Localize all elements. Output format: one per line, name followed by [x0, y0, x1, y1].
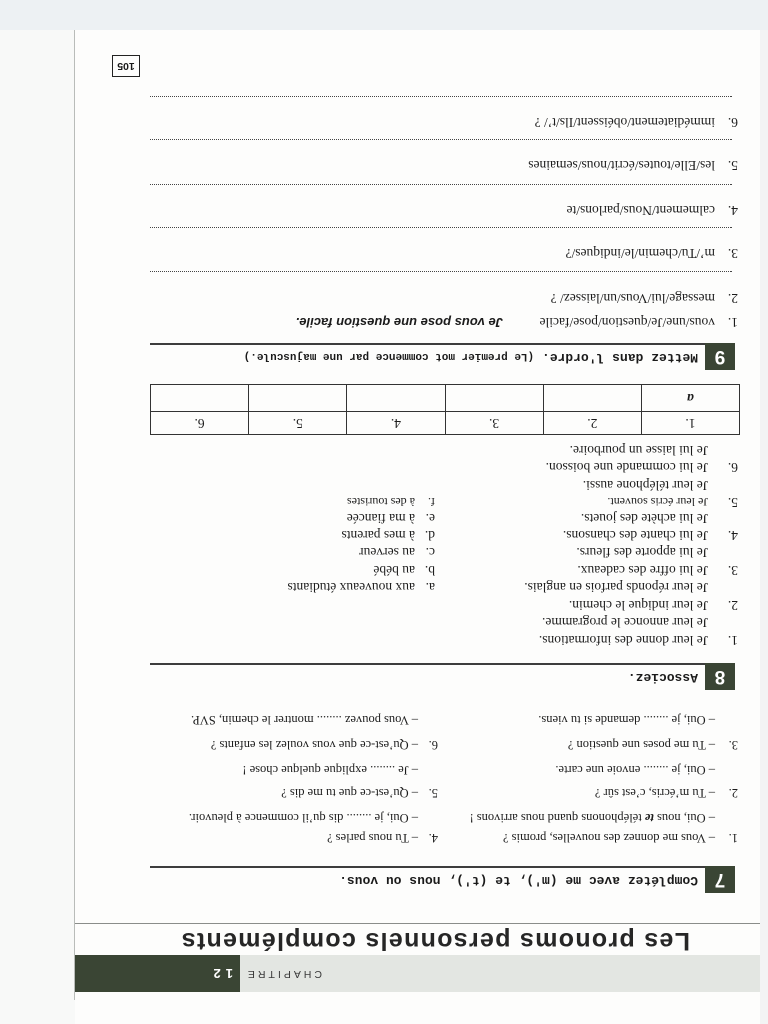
ex9-words: immédiatement/obéissent/Ils/t’/ ?: [534, 115, 715, 130]
answer-grid-answer-row: [151, 385, 740, 412]
ex7-answer: – Oui, je ........ dis qu’il commence à pleuvoir.: [188, 811, 418, 825]
grid-answer-cell: [445, 385, 543, 412]
ex8-choice-text: au bébé: [373, 563, 415, 578]
answer-suffix: téléphonons quand nous arrivons !: [469, 811, 645, 825]
answer-grid: [150, 384, 740, 435]
ex8-item-number: 5.: [727, 495, 738, 510]
ex9-words: calmement/Nous/parlons/te: [566, 203, 715, 218]
ex8-sentence: Je lui achète des jouets.: [580, 511, 708, 526]
grid-answer-cell: [543, 385, 641, 412]
ex7-item-number: 6.: [428, 738, 438, 752]
ex8-sentence: Je leur indique le chemin.: [568, 598, 708, 613]
ex9-item-number: 1.: [727, 315, 738, 330]
ex7-item-number: 2.: [728, 786, 738, 800]
ex8-item-number: 3.: [727, 563, 738, 578]
ex9-item-number: 3.: [727, 246, 738, 261]
ex8-choice-text: au serveur: [359, 545, 415, 560]
ex8-choice-letter: e.: [425, 511, 435, 526]
ex8-sentence: Je lui chante des chansons.: [562, 528, 708, 543]
ex7-answer: – Je ........ explique quelque chose !: [242, 763, 418, 777]
ex8-sentence: Je leur écris souvent.: [607, 495, 708, 509]
answer-key: te: [644, 811, 654, 825]
ex9-words: message/lui/Vous/un/laissez/ ?: [550, 291, 715, 306]
ex7-question: – Tu me poses une question ?: [567, 738, 715, 752]
ex7-item-number: 4.: [428, 831, 438, 845]
ex9-words: m’/Tu/chemin/le/indiques/?: [565, 246, 715, 261]
ex9-words: les/Elle/toutes/écrit/nous/semaines: [528, 158, 715, 173]
ex7-question: – Tu m’écris, c’est sûr ?: [594, 786, 715, 800]
ex9-item-number: 5.: [727, 158, 738, 173]
ex8-sentence: Je leur téléphone aussi.: [582, 478, 708, 493]
grid-answer-cell: [151, 385, 249, 412]
exercise-8-instruction: Associez.: [627, 670, 698, 685]
ex9-words: vous/une/Je/question/pose/facile: [539, 315, 715, 330]
grid-header-cell: 1.: [641, 412, 739, 435]
ex7-item-number: 5.: [428, 786, 438, 800]
ex7-answer: – Vous pouvez ........ montrer le chemin, SVP.: [191, 713, 418, 727]
exercise-7-instruction: Complétez avec me (m'), te (t'), nous ou vous.: [339, 873, 698, 888]
chapter-number: 12: [208, 966, 233, 981]
page-edge: [74, 30, 75, 1000]
exercise-8-number: 8: [705, 663, 735, 690]
ex8-sentence: Je lui laisse un pourboire.: [569, 443, 708, 458]
exercise-7-number: 7: [705, 866, 735, 893]
ex8-choice-text: à mes parents: [341, 528, 415, 543]
instruction-note: (Le premier mot commence par une majuscule.): [243, 350, 535, 362]
page-margin: [0, 30, 75, 1024]
ex9-example-answer: Je vous pose une question facile.: [295, 315, 503, 330]
exercise-7-rule: [150, 867, 705, 869]
page-number: 105: [112, 55, 140, 77]
ex8-sentence: Je leur annonce le programme.: [541, 615, 708, 630]
ex8-choice-text: à ma fiancée: [346, 511, 415, 526]
exercise-9-rule: [150, 344, 705, 346]
ex7-example-answer: [470, 809, 715, 827]
instruction-main: Mettez dans l'ordre.: [541, 350, 698, 365]
grid-header-cell: 4.: [347, 412, 445, 435]
grid-header-cell: 2.: [543, 412, 641, 435]
ex7-question: – Vous me donnez des nouvelles, promis ?: [502, 831, 715, 845]
ex8-item-number: 1.: [727, 633, 738, 648]
answer-line: [150, 271, 732, 272]
ex8-item-number: 2.: [727, 598, 738, 613]
answer-line: [150, 96, 732, 97]
answer-line: [150, 227, 732, 228]
answer-grid-header-row: [151, 412, 740, 435]
ex8-sentence: Je lui apporte des fleurs.: [576, 545, 708, 560]
answer-line: [150, 139, 732, 140]
ex8-sentence: Je leur réponds parfois en anglais.: [524, 580, 708, 595]
grid-answer-cell: [347, 385, 445, 412]
ex8-choice-letter: f.: [428, 495, 435, 509]
ex7-question: – Qu’est-ce que vous voulez les enfants ?: [210, 738, 418, 752]
ex7-question: – Qu’est-ce que tu me dis ?: [281, 786, 418, 800]
grid-header-cell: 3.: [445, 412, 543, 435]
ex7-answer: – Oui, je ........ envoie une carte.: [555, 763, 715, 777]
ex8-choice-letter: d.: [424, 528, 435, 543]
exercise-8-rule: [150, 664, 705, 666]
ex7-item-number: 1.: [728, 831, 738, 845]
ex8-choice-letter: a.: [425, 580, 435, 595]
ex8-choice-letter: c.: [425, 545, 435, 560]
grid-header-cell: 6.: [151, 412, 249, 435]
page-title: Les pronoms personnels compléments: [180, 927, 690, 955]
ex9-item-number: 4.: [727, 203, 738, 218]
exercise-9-instruction: [244, 346, 698, 367]
scan-border: [0, 0, 768, 30]
grid-answer-cell: a: [641, 385, 739, 412]
title-divider: [75, 923, 760, 924]
ex7-question: – Tu nous parles ?: [327, 831, 418, 845]
answer-line: [150, 184, 732, 185]
ex7-item-number: 3.: [728, 738, 738, 752]
ex8-choice-text: à des touristes: [347, 495, 415, 509]
ex8-sentence: Je lui offre des cadeaux.: [577, 563, 708, 578]
chapter-label: CHAPITRE: [244, 968, 322, 980]
answer-prefix: – Oui, nous: [653, 811, 715, 825]
ex8-sentence: Je leur donne des informations.: [538, 633, 708, 648]
ex7-answer: – Oui, je ........ demande si tu viens.: [538, 713, 715, 727]
exercise-9-number: 9: [705, 343, 735, 370]
grid-header-cell: 5.: [249, 412, 347, 435]
ex8-item-number: 6.: [727, 460, 738, 475]
ex9-item-number: 6.: [727, 115, 738, 130]
ex8-item-number: 4.: [727, 528, 738, 543]
ex8-choice-letter: b.: [424, 563, 435, 578]
grid-answer-cell: [249, 385, 347, 412]
ex8-choice-text: aux nouveaux étudiants: [287, 580, 415, 595]
ex8-sentence: Je lui commande une boisson.: [545, 460, 708, 475]
ex9-item-number: 2.: [727, 291, 738, 306]
